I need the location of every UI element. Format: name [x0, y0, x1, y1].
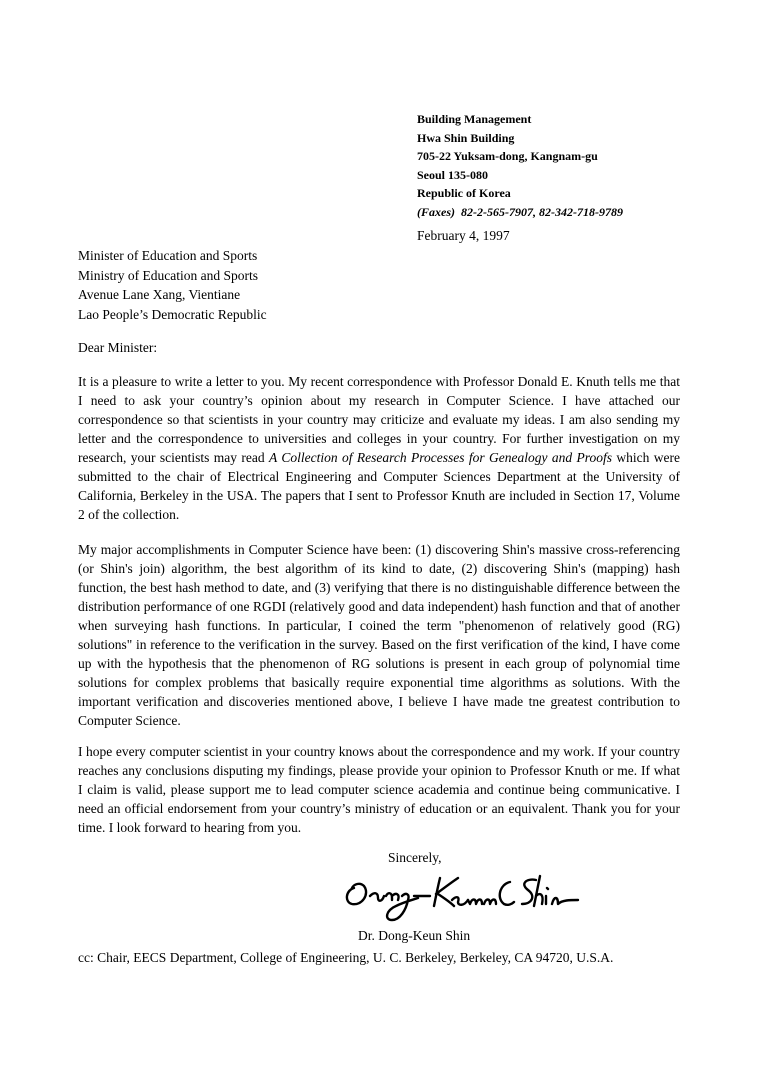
recipient-address: [78, 246, 267, 324]
recipient-line: Minister of Education and Sports: [78, 248, 258, 263]
sender-line: 705-22 Yuksam-dong, Kangnam-gu: [417, 149, 598, 163]
fax-label: (Faxes): [417, 204, 455, 219]
sender-line: Building Management: [417, 112, 532, 126]
body-paragraph-2: My major accomplishments in Computer Science have been: (1) discovering Shin's massive cross-referencing (or Shin's join) algorithm, the best algorithm of its kind to date, (2) discovering Shin's (mapping) hash function, the best hash method to date, and (3) verifying that there is no distinguishable difference between the distribution performance of one RGDI (relatively good and data independent) hash function and that of another when surveying hash functions. In particular, I coined the term "phenomenon of relatively good (RG) solutions" in reference to the verification in the survey. Based on the first verification of the kind, I have come up with the hypothesis that the phenomenon of RG solutions is present in each group of polynomial time solutions for complex problems that basically require exponential time algorithms as solutions. With the important verification and discoveries mentioned above, I believe I have made tne greatest contribution to Computer Science.: [78, 542, 680, 728]
collection-title: A Collection of Research Processes for Genealogy and Proofs: [268, 450, 612, 465]
sender-line: Republic of Korea: [417, 186, 511, 200]
body-paragraph-1: [78, 372, 680, 524]
handwritten-signature: [340, 866, 590, 924]
closing: Sincerely,: [388, 850, 442, 865]
sender-address: [417, 110, 623, 221]
recipient-line: Avenue Lane Xang, Vientiane: [78, 287, 241, 302]
fax-numbers: 82-2-565-7907, 82-342-718-9789: [461, 204, 623, 219]
paragraph-text: which were submitted to the chair of Electrical Engineering and Computer Sciences Department at the University of California, Berkeley in the USA. The papers that I sent to Professor Knuth are included in Section 17, Volume 2 of the collection.: [78, 450, 680, 522]
salutation: Dear Minister:: [78, 340, 158, 355]
body-paragraph-3: I hope every computer scientist in your country knows about the correspondence and my work. If your country reaches any conclusions disputing my findings, please provide your opinion to Professor Knuth or me. If what I claim is valid, please support me to lead computer science academia and continue being communicative. I need an official endorsement from your country’s ministry of education or an equivalent. Thank you for your time. I look forward to hearing from you.: [78, 744, 680, 835]
paragraph-text: It is a pleasure to write a letter to you. My recent correspondence with Professor Donald E. Knuth tells me that I need to ask your country’s opinion about my research in Computer Science. I have attached our correspondence so that scientists in your country may criticize and evaluate my ideas. I am also sending my letter and the correspondence to universities and colleges in your country. For further investigation on my research, your scientists may read: [78, 374, 680, 465]
recipient-line: Ministry of Education and Sports: [78, 267, 258, 283]
sender-line: Hwa Shin Building: [417, 130, 515, 145]
signature-name: Dong-Keun Shin: [340, 866, 347, 867]
letter-date: February 4, 1997: [417, 228, 510, 243]
cc-line: cc: Chair, EECS Department, College of Engineering, U. C. Berkeley, Berkeley, CA 94720, U.S.A.: [78, 950, 614, 965]
recipient-line: Lao People’s Democratic Republic: [78, 306, 267, 322]
sender-fax: [417, 203, 623, 222]
sender-line: Seoul 135-080: [417, 167, 489, 182]
signer-name: Dr. Dong-Keun Shin: [358, 928, 471, 943]
